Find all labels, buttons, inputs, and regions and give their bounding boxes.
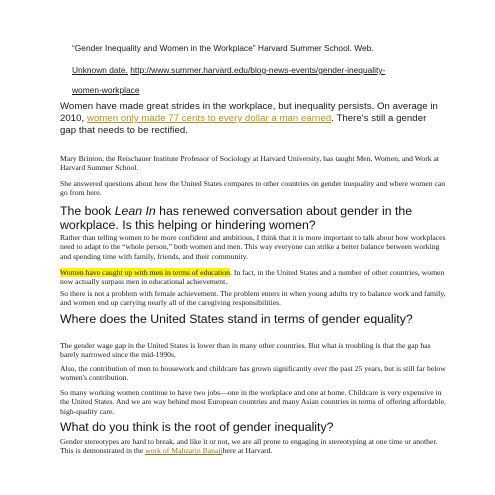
citation-url-link-continued[interactable]: women-workplace (72, 85, 140, 95)
citation-date-url (72, 65, 385, 75)
q1-paragraph-2: Women have caught up with men in terms of education. In fact, in the United States and a number of other countries, women now actually surpass men in educational achievement. (60, 268, 445, 287)
q2-paragraph-1: The gender wage gap in the United States is lower than in many other countries. But what is troubling is that the gap has barely narrowed since the mid-1990s. (60, 341, 431, 360)
book-title: Lean In (114, 204, 156, 218)
question-heading-root: What do you think is the root of gender inequality? (60, 420, 334, 434)
citation-url-continued (72, 85, 140, 95)
q2-paragraph-2: Also, the contribution of men to housework and childcare has grown significantly over the past 25 years, but is still far below women's contribution. (60, 364, 446, 383)
citation-date: Unknown date. (72, 65, 128, 75)
citation-url-link[interactable]: http://www.summer.harvard.edu/blog-news-events/gender-inequality- (130, 65, 386, 75)
question-heading-lean-in: The book Lean In has renewed conversation about gender in the workplace. Is this helping or hindering women? (60, 204, 413, 232)
bio-paragraph: Mary Brinton, the Reischauer Institute Professor of Sociology at Harvard University, has taught Men, Women, and Work at Harvard Summer School. (60, 154, 440, 173)
q2-paragraph-3: So many working women continue to have two jobs—one in the workplace and one at home. Childcare is very expensive in the United States. And we are way behind most European countries and many Asian countries in terms of offering affordable, high-quality care. (60, 388, 446, 416)
wage-gap-link[interactable]: women only made 77 cents to every dollar a man earned (86, 113, 332, 124)
q1-paragraph-3: So there is not a problem with female achievement. The problem enters in when young adults try to balance work and family, and women end up carrying nearly all of the caregiving responsibilities. (60, 289, 446, 308)
intro-paragraph: Women have made great strides in the workplace, but inequality persists. On average in 2010, women only made 77 cents to every dollar a man earned. There's still a gender gap that needs to be rectified. (60, 101, 438, 136)
answered-paragraph: She answered questions about how the United States compares to other countries on gender inequality and where women can go from here. (60, 179, 446, 198)
q3-paragraph: Gender stereotypes are hard to break, and like it or not, we are all prone to engaging in stereotyping at one time or another. This is demonstrated in the work of Mahzarin Banajihere at Harvard. (60, 437, 438, 456)
question-heading-united-states: Where does the United States stand in terms of gender equality? (60, 312, 413, 326)
highlighted-text: Women have caught up with men in terms of education (60, 268, 230, 277)
banaji-work-link[interactable]: work of Mahzarin Banaji (145, 446, 223, 456)
q1-paragraph-1: Rather than telling women to be more confident and ambitious, I think that it is more important to talk about how workplaces need to adapt to the “whole person,” both women and men. This way everyone can strike a better balance between working and spending time with family, friends, and their community. (60, 233, 446, 261)
citation-title: “Gender Inequality and Women in the Workplace” Harvard Summer School. Web. (72, 43, 374, 53)
